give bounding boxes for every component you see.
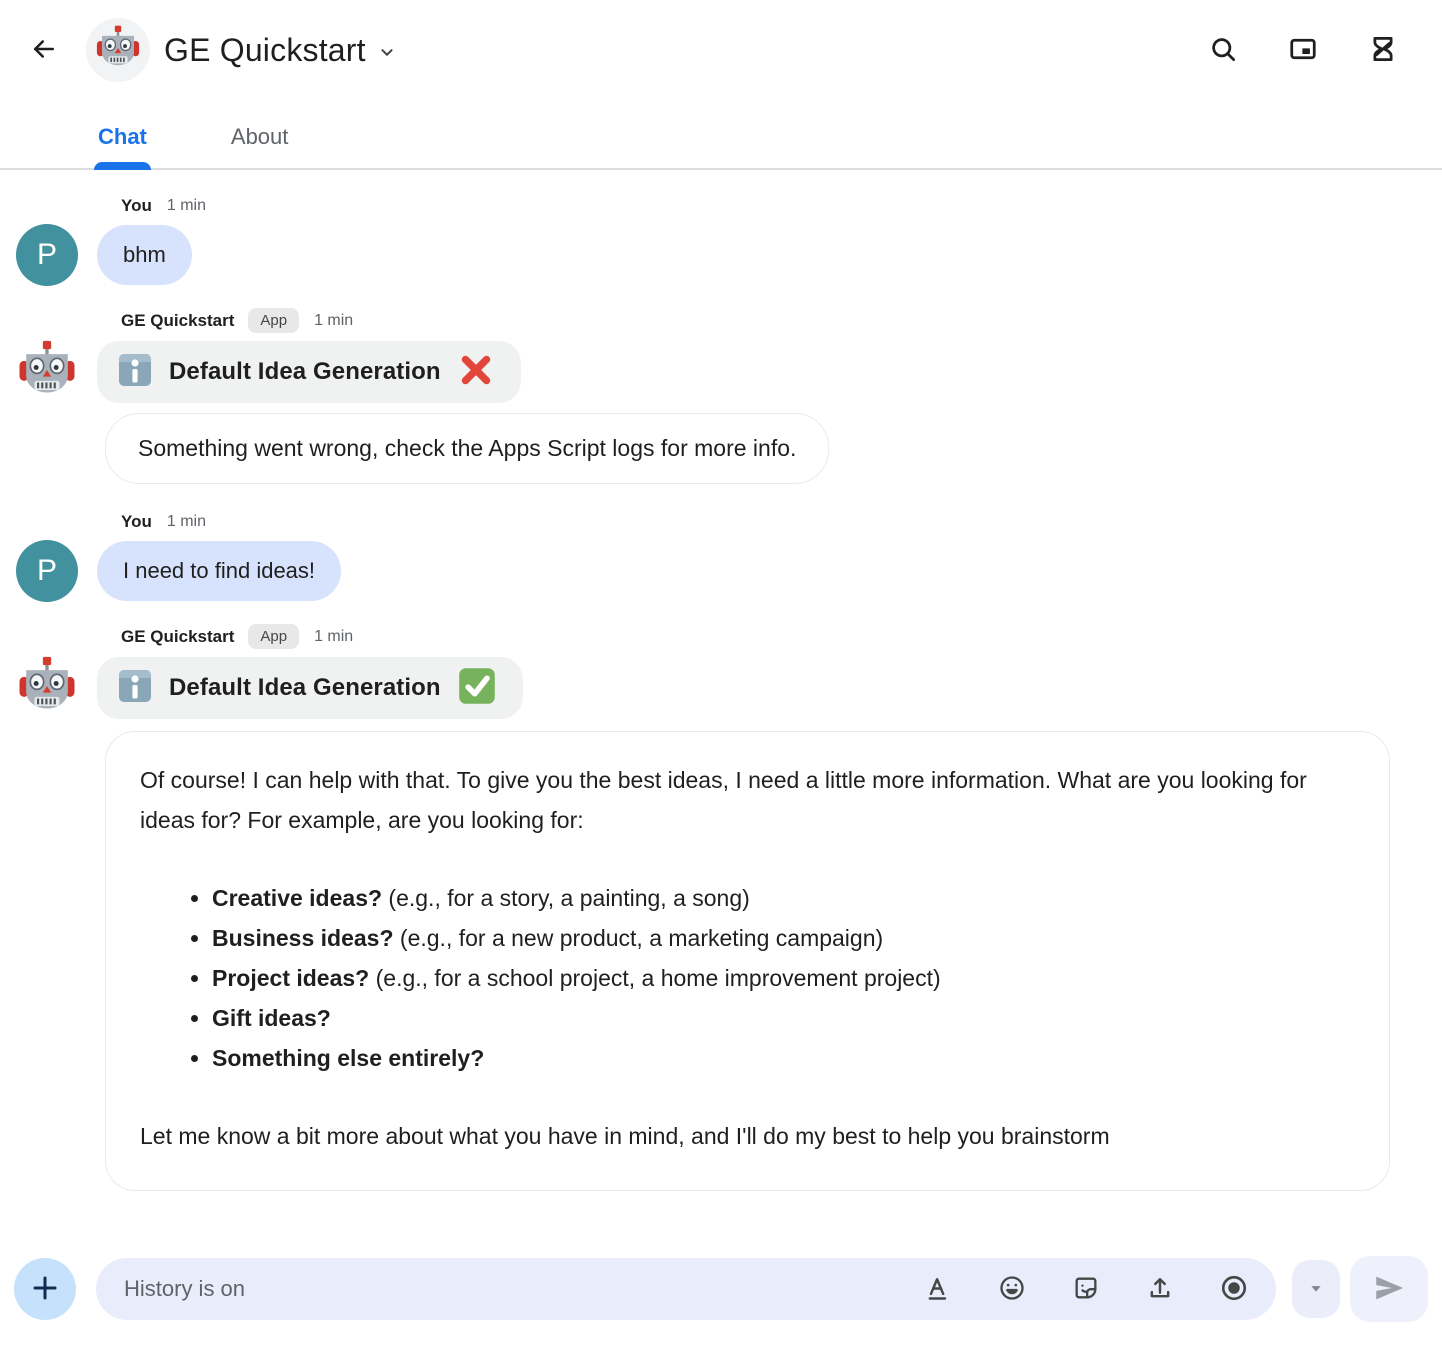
message-list xyxy=(0,170,1442,1256)
robot-icon xyxy=(17,340,77,405)
send-icon xyxy=(1372,1271,1406,1308)
format-text-button[interactable] xyxy=(922,1273,954,1305)
app-reply-bubble[interactable]: Something went wrong, check the Apps Script logs for more info. xyxy=(105,413,829,484)
tab-chat[interactable]: Chat xyxy=(94,124,151,168)
search-button[interactable] xyxy=(1200,27,1246,73)
compose-bar xyxy=(0,1256,1442,1368)
picture-in-picture-icon xyxy=(1288,34,1318,67)
emoji-button[interactable] xyxy=(996,1273,1028,1305)
hourglass-history-icon xyxy=(1368,34,1398,67)
avatar[interactable]: P xyxy=(16,224,78,286)
message-group-app xyxy=(16,308,1426,512)
app-badge: App xyxy=(248,308,299,333)
sender-name: GE Quickstart xyxy=(121,310,235,330)
sender-name: You xyxy=(121,512,152,531)
format-text-icon xyxy=(924,1274,952,1305)
app-reply-bubble[interactable] xyxy=(105,731,1390,1191)
message-group-app xyxy=(16,624,1426,1191)
page-title: GE Quickstart xyxy=(164,31,366,68)
upload-icon xyxy=(1146,1274,1174,1305)
search-icon xyxy=(1208,34,1238,67)
cross-mark-icon xyxy=(457,351,495,394)
timestamp: 1 min xyxy=(166,197,206,214)
record-video-button[interactable] xyxy=(1218,1273,1250,1305)
message-input-pill[interactable] xyxy=(96,1258,1276,1320)
upload-button[interactable] xyxy=(1144,1273,1176,1305)
idea-list xyxy=(140,878,1355,1078)
list-item: • Something else entirely? xyxy=(212,1038,1355,1078)
sender-name: GE Quickstart xyxy=(121,626,235,646)
sender-name: You xyxy=(121,196,152,215)
robot-icon xyxy=(95,25,141,76)
header xyxy=(0,0,1442,100)
reply-outro: Let me know a bit more about what you have in mind, and I'll do my best to help you brainstorm xyxy=(140,1123,1110,1149)
send-options-button[interactable] xyxy=(1292,1260,1340,1318)
info-icon xyxy=(117,668,153,709)
list-item: • Business ideas? (e.g., for a new product, a marketing campaign) xyxy=(212,918,1355,958)
open-in-pip-button[interactable] xyxy=(1280,27,1326,73)
list-item: • Creative ideas? (e.g., for a story, a painting, a song) xyxy=(212,878,1355,918)
timestamp: 1 min xyxy=(166,513,206,530)
reply-intro: Of course! I can help with that. To give you the best ideas, I need a little more information. What are you looking for ideas for? For example, are you looking for: xyxy=(140,767,1307,833)
app-badge: App xyxy=(248,624,299,649)
card-title: Default Idea Generation xyxy=(169,358,441,385)
tab-about[interactable]: About xyxy=(227,124,293,168)
timestamp: 1 min xyxy=(314,627,354,645)
check-mark-icon xyxy=(457,666,497,711)
message-bubble[interactable]: I need to find ideas! xyxy=(97,541,341,601)
record-video-icon xyxy=(1219,1273,1249,1306)
sticker-icon xyxy=(1072,1274,1100,1305)
timestamp: 1 min xyxy=(314,311,354,329)
app-action-card[interactable] xyxy=(97,341,521,403)
card-title: Default Idea Generation xyxy=(169,674,441,701)
tab-bar xyxy=(0,100,1442,170)
avatar[interactable]: P xyxy=(16,540,78,602)
robot-icon xyxy=(17,656,77,721)
back-button[interactable] xyxy=(24,30,64,70)
add-button[interactable] xyxy=(14,1258,76,1320)
sticker-button[interactable] xyxy=(1070,1273,1102,1305)
app-avatar xyxy=(86,18,150,82)
avatar[interactable] xyxy=(16,341,78,403)
emoji-smiley-icon xyxy=(998,1274,1026,1305)
message-input[interactable] xyxy=(124,1276,902,1302)
message-group-user xyxy=(16,512,1426,602)
chevron-down-icon[interactable] xyxy=(376,41,398,68)
list-item: • Gift ideas? xyxy=(212,998,1355,1038)
plus-icon xyxy=(30,1273,60,1306)
history-toggle-button[interactable] xyxy=(1360,27,1406,73)
send-button[interactable] xyxy=(1350,1256,1428,1322)
app-action-card[interactable] xyxy=(97,657,523,719)
caret-down-icon xyxy=(1305,1277,1327,1302)
info-icon xyxy=(117,352,153,393)
arrow-back-icon xyxy=(29,34,59,67)
list-item: • Project ideas? (e.g., for a school project, a home improvement project) xyxy=(212,958,1355,998)
message-group-user xyxy=(16,196,1426,286)
message-bubble[interactable]: bhm xyxy=(97,225,192,285)
avatar[interactable] xyxy=(16,657,78,719)
